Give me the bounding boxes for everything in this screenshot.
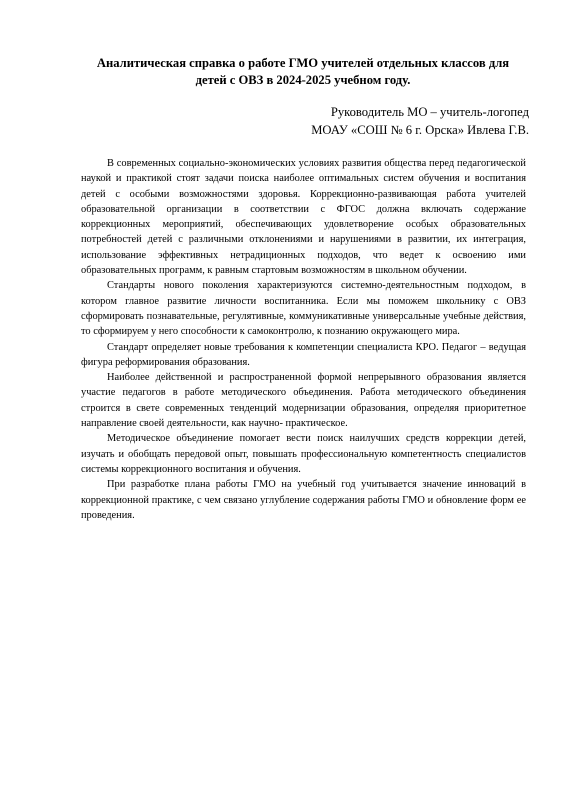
body-paragraph: Наиболее действенной и распространенной формой непрерывного образования является участие педагогов в работе методического объединения. Работа методического объединения строится в свете современных тенденций модернизации образования, определяя приоритетное направление своей деятельности, как научно- практическое. [81, 372, 526, 430]
body-paragraph: Стандарты нового поколения характеризуются системно-деятельностным подходом, в котором главное развитие личности воспитанника. Если мы поможем школьнику с ОВЗ сформировать познавательные, регулятивные, коммуникативные универсальные учебные действия, то сформируем у него способности к самоконтролю, к познанию окружающего мира. [81, 280, 526, 338]
document-body [81, 156, 526, 523]
author-signature [311, 103, 529, 139]
author-position-line: Руководитель МО – учитель-логопед [330, 105, 529, 119]
author-organization-line: МОАУ «СОШ № 6 г. Орска» Ивлева Г.В. [311, 123, 529, 137]
body-paragraph: Методическое объединение помогает вести поиск наилучших средств коррекции детей, изучать и обобщать передовой опыт, повышать профессиональную компетентность специалистов системы коррекционного воспитания и обучения. [81, 433, 526, 475]
body-paragraph: При разработке плана работы ГМО на учебный год учитывается значение инноваций в коррекционной практике, с чем связано углубление содержания работы ГМО и обновление форм ее проведения. [81, 479, 526, 521]
document-title-line: детей с ОВЗ в 2024-2025 учебном году. [195, 73, 411, 87]
document-title-line: Аналитическая справка о работе ГМО учителей отдельных классов для [96, 56, 510, 70]
body-paragraph: В современных социально-экономических условиях развития общества перед педагогической наукой и практикой стоят задачи поиска наиболее оптимальных систем обучения и воспитания детей с особыми возможностями здоровья. Коррекционно-развивающая работа учителей образовательной организации в соответствии с ФГОС должна включать содержание коррекционных мероприятий, обеспечивающих удовлетворение особых образовательных потребностей детей с различными отклонениями и нарушениями в развитии, их интеграция, использование эффективных нетрадиционных подходов, что ведет к освоению ими образовательных программ, к равным стартовым возможностям в школьном обучении. [81, 158, 526, 277]
body-paragraph: Стандарт определяет новые требования к компетенции специалиста КРО. Педагог – ведущая фигура реформирования образования. [81, 341, 526, 368]
document-title [60, 55, 546, 89]
